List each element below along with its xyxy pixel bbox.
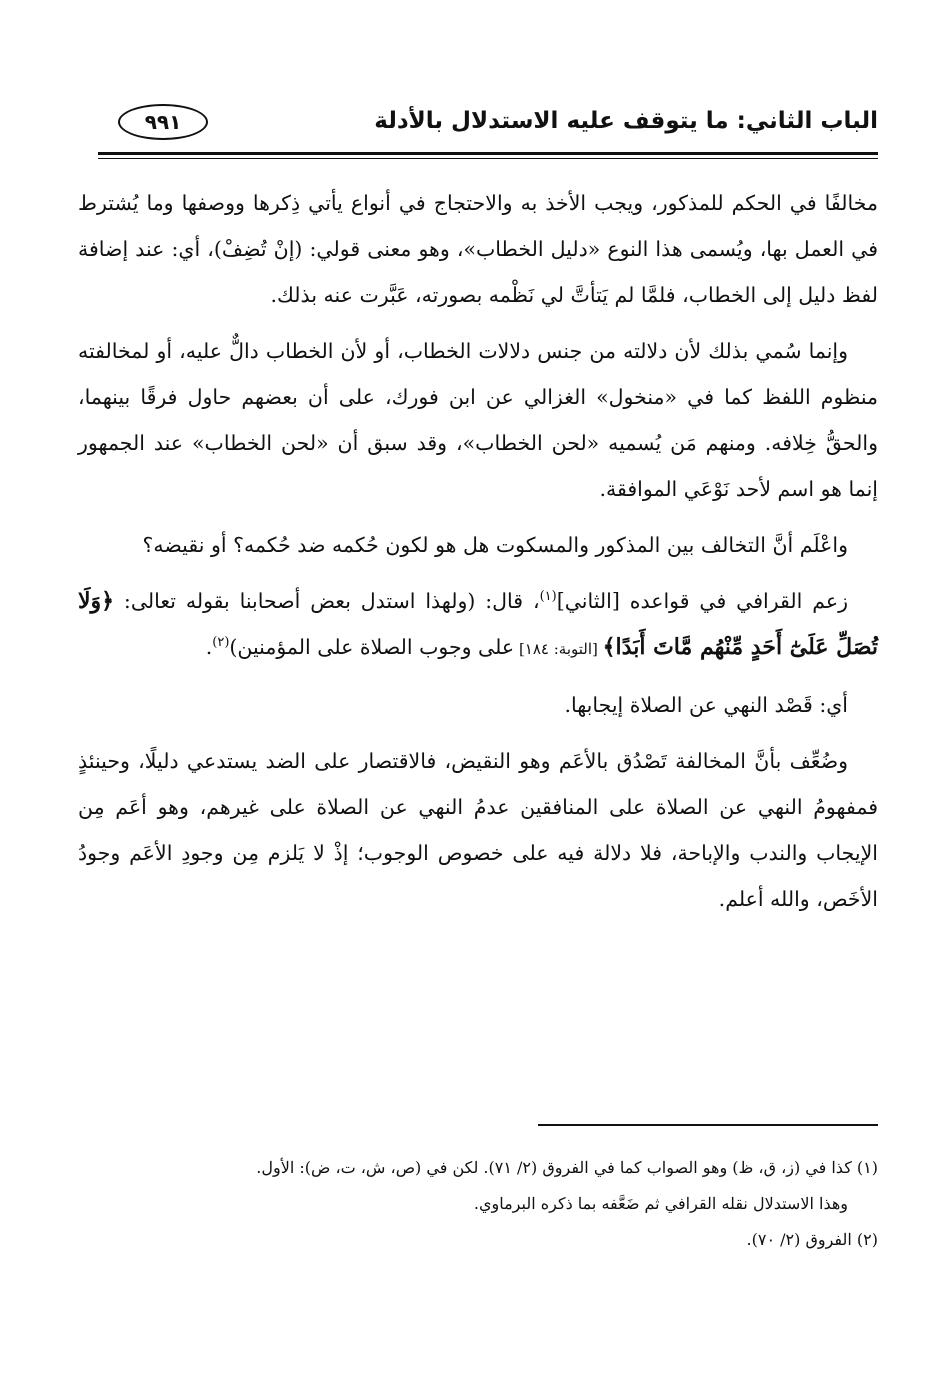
footnote-1: (١) كذا في (ز، ق، ظ) وهو الصواب كما في الفروق (٢/ ٧١). لكن في (ص، ش، ت، ض): الأول. bbox=[256, 1158, 878, 1177]
footnote-ref-1: (١) bbox=[539, 589, 557, 605]
footnote-2: (٢) الفروق (٢/ ٧٠). bbox=[746, 1230, 878, 1249]
paragraph-4-text-c: على وجوب الصلاة على المؤمنين) bbox=[229, 635, 515, 659]
footnotes bbox=[78, 1150, 878, 1258]
paragraph-4-end: . bbox=[205, 635, 213, 659]
footnote-ref-2: (٢) bbox=[212, 635, 230, 651]
paragraph-1: مخالفًا في الحكم للمذكور، ويجب الأخذ به والاحتجاج في أنواع يأتي ذِكرها ووصفها وما يُشترط في العمل بها، ويُسمى هذا النوع «دليل الخطاب»، وهو معنى قولي: (إنْ تُضِفْ)، أي: عند إضافة لفظ دليل إلى الخطاب، فلمَّا لم يَتأتَّ لي نَظْمه بصورته، عَبَّرت عنه بذلك. bbox=[78, 191, 878, 307]
paragraph-2: وإنما سُمي بذلك لأن دلالته من جنس دلالات الخطاب، أو لأن الخطاب دالٌّ عليه، أو لمخالفته منظوم اللفظ كما في «منخول» الغزالي عن ابن فورك، على أن بعضهم حاول فرقًا بينهما، والحقُّ خِلافه. ومنهم مَن يُسميه «لحن الخطاب»، وقد سبق أن «لحن الخطاب» عند الجمهور إنما هو اسم لأحد نَوْعَي الموافقة. bbox=[78, 339, 878, 501]
book-page bbox=[78, 0, 878, 1395]
paragraph-3: واعْلَم أنَّ التخالف بين المذكور والمسكوت هل هو لكون حُكمه ضد حُكمه؟ أو نقيضه؟ bbox=[142, 533, 848, 557]
paragraph-4-text-b: ، قال: (ولهذا استدل بعض أصحابنا بقوله تعالى: bbox=[114, 589, 540, 613]
chapter-title: الباب الثاني: ما يتوقف عليه الاستدلال بالأدلة bbox=[374, 108, 878, 134]
verse-reference: [التوبة: ١٨٤] bbox=[514, 640, 603, 658]
paragraph-4-text-a: زعم القرافي في قواعده [الثاني] bbox=[556, 589, 848, 613]
paragraph-4 bbox=[78, 578, 878, 672]
page-number-badge: ٩٩١ bbox=[118, 104, 208, 140]
header-rule-thin bbox=[98, 158, 878, 159]
header-rule-thick bbox=[98, 152, 878, 155]
main-text bbox=[78, 180, 878, 932]
footnote-separator bbox=[538, 1124, 878, 1126]
footnote-1-continued: وهذا الاستدلال نقله القرافي ثم ضَعَّفه بما ذكره البرماوي. bbox=[473, 1194, 848, 1213]
paragraph-5: أي: قَصْد النهي عن الصلاة إيجابها. bbox=[564, 693, 848, 717]
paragraph-6: وضُعِّف بأنَّ المخالفة تَصْدُق بالأعَم وهو النقيض، فالاقتصار على الضد يستدعي دليلًا، وحينئذٍ فمفهومُ النهي عن الصلاة على المنافقين عدمُ النهي عن الصلاة على غيرهم، وهو أعَم مِن الإيجاب والندب والإباحة، فلا دلالة فيه على خصوص الوجوب؛ إذْ لا يَلزم مِن وجودِ الأعَم وجودُ الأخَص، والله أعلم. bbox=[78, 749, 878, 911]
running-header bbox=[78, 100, 878, 150]
quran-verse: ﴿وَلَا تُصَلِّ عَلَىٰٓ أَحَدٍ مِّنْهُم مَّاتَ أَبَدًا﴾ bbox=[78, 588, 878, 660]
